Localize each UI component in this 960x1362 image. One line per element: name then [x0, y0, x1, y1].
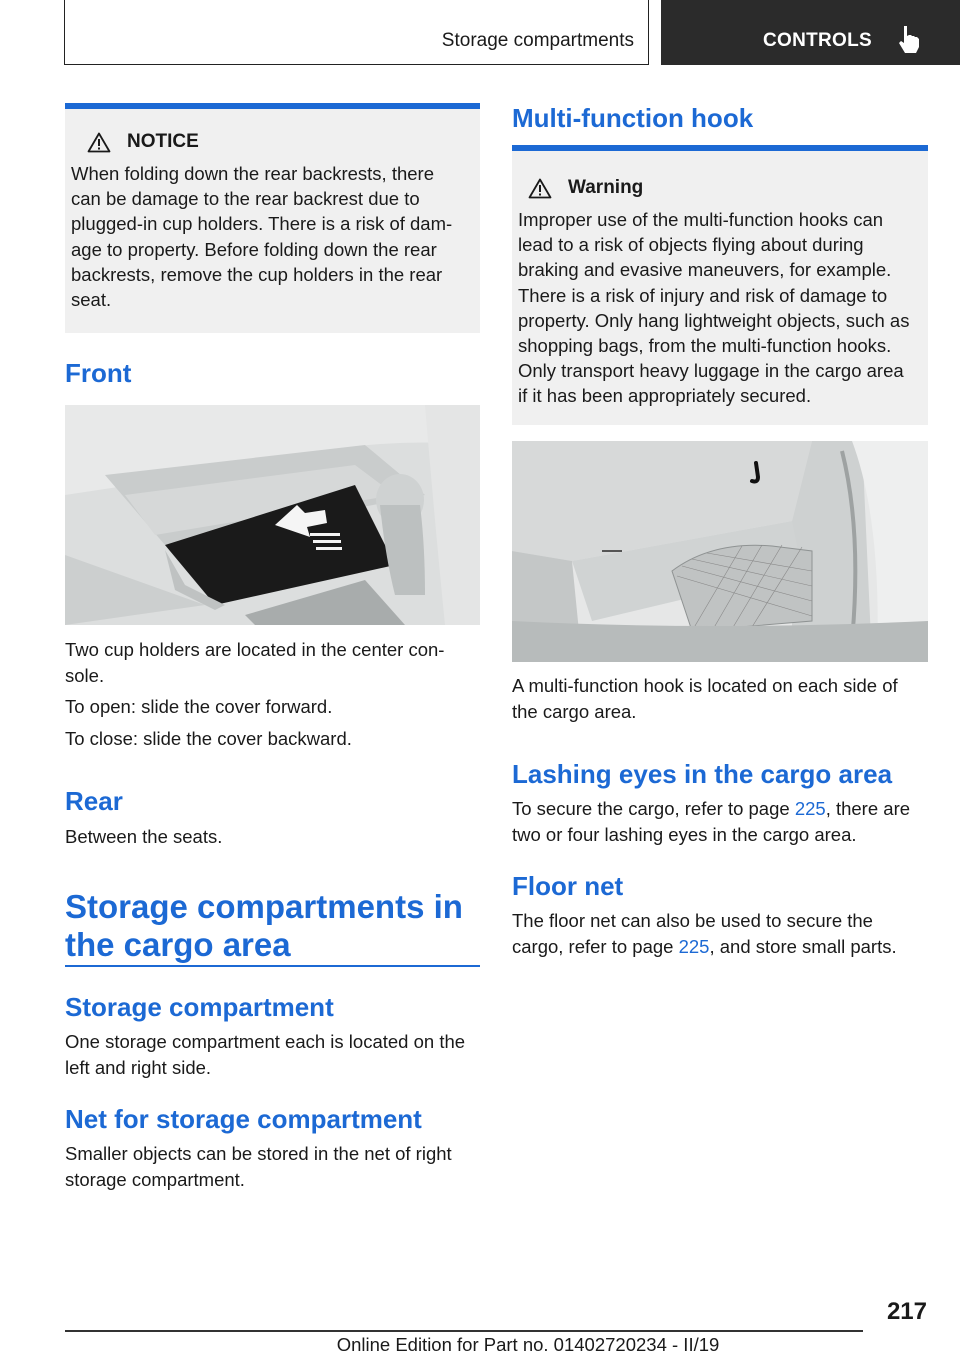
footer-edition: Online Edition for Part no. 01402720234 - II/19	[336, 1334, 720, 1355]
lashing-heading: Lashing eyes in the cargo area	[512, 759, 893, 789]
notice-title-row	[71, 131, 466, 153]
warning-title: Warning	[568, 177, 644, 198]
front-text-3: To close: slide the cover backward.	[65, 728, 352, 749]
rear-text: Between the seats.	[65, 826, 223, 847]
floor-text-after: , and store small parts.	[709, 936, 897, 957]
warning-title-row	[518, 177, 918, 199]
header-section-box	[64, 0, 649, 65]
net-text: Smaller objects can be stored in the net of right storage compartment.	[65, 1143, 452, 1190]
header-chapter-title: CONTROLS	[763, 30, 873, 51]
lashing-page-link[interactable]: 225	[794, 798, 826, 819]
warning-box	[512, 145, 928, 425]
warning-body: Improper use of the multi-function hooks can lead to a risk of objects flying about during braking and evasive maneuvers, for example. There is a risk of injury and risk of damage to property. Only hang lightweight objects, such as shopping bags, from the multi-function hooks. Only transport heavy luggage in the cargo area if it has been appropriately secured.	[518, 209, 910, 407]
notice-body: When folding down the rear backrests, there can be damage to the rear backrest due to plugged-in cup holders. There is a risk of dam-age to property. Before folding down the rear backrests, remove the cup holders in the rear seat.	[71, 163, 453, 311]
warning-triangle-icon	[87, 132, 111, 153]
front-text-2: To open: slide the cover forward.	[65, 696, 333, 717]
lashing-text-before: To secure the cargo, refer to page	[512, 798, 795, 819]
cargo-hook-photo	[512, 441, 928, 662]
front-heading: Front	[65, 358, 132, 388]
hook-heading: Multi-function hook	[512, 103, 754, 133]
pointing-hand-icon	[898, 24, 924, 54]
cargo-heading: Storage compartments in the cargo area	[65, 888, 463, 963]
floor-page-link[interactable]: 225	[678, 936, 710, 957]
floor-net-heading: Floor net	[512, 871, 624, 901]
footer-rule	[65, 1330, 863, 1332]
net-heading: Net for storage compartment	[65, 1104, 422, 1134]
storage-compartment-text: One storage compartment each is located on the left and right side.	[65, 1031, 466, 1078]
warning-triangle-icon	[528, 178, 552, 199]
header-section-title: Storage compartments	[441, 30, 634, 51]
lashing-text	[512, 796, 928, 848]
hook-caption: A multi-function hook is located on each side of the cargo area.	[512, 675, 898, 722]
notice-box	[65, 103, 480, 333]
rear-heading: Rear	[65, 786, 123, 816]
cargo-heading-rule	[65, 965, 480, 967]
lashing-text-after: , there are two or four lashing eyes in the cargo area.	[512, 798, 911, 845]
header-chapter-box	[661, 0, 960, 65]
storage-compartment-heading: Storage compartment	[65, 992, 334, 1022]
page-number: 217	[886, 1298, 927, 1325]
front-text-1: Two cup holders are located in the center con-sole.	[65, 639, 445, 686]
notice-title: NOTICE	[127, 131, 199, 152]
floor-text-before: The floor net can also be used to secure the cargo, refer to page	[512, 910, 873, 957]
floor-net-text	[512, 908, 928, 960]
cup-holder-photo	[65, 405, 480, 625]
